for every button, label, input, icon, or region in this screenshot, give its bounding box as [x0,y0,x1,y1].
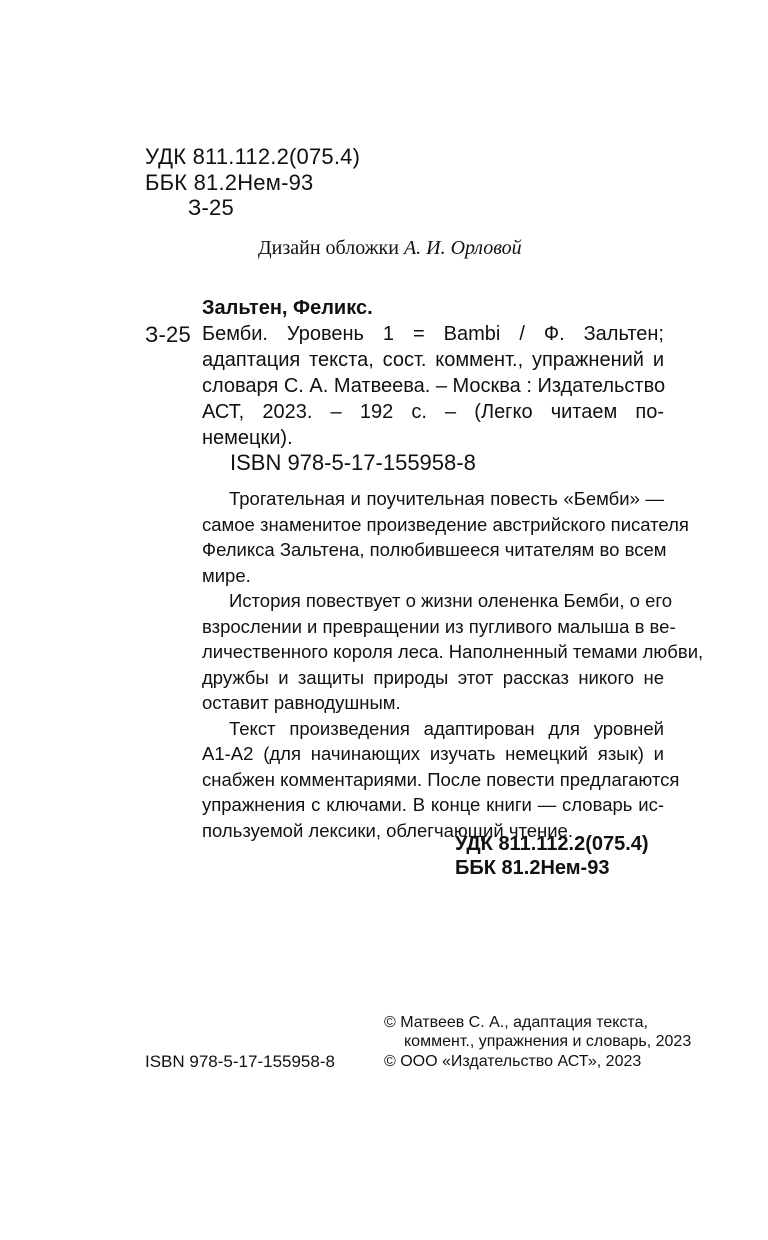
annotation-line: Текст произведения адаптирован для уровней [229,717,664,739]
annotation-line: История повествует о жизни олененка Бемби, о его [229,590,672,611]
cover-design-prefix: Дизайн обложки [258,237,399,259]
annotation-line: снабжен комментариями. После повести предлагаются [202,768,680,790]
biblio-line: немецки). [202,427,293,449]
bbk-code-top: ББК 81.2Нем-93 [145,170,314,195]
udk-code-top: УДК 811.112.2(075.4) [145,144,361,169]
biblio-line: словаря С. А. Матвеева. – Москва : Издательство [202,375,666,397]
copyright-adapter-line2: коммент., упражнения и словарь, 2023 [404,1033,692,1050]
isbn-footer: ISBN 978-5-17-155958-8 [145,1052,335,1071]
udk-code-bottom: УДК 811.112.2(075.4) [455,833,649,855]
biblio-line: Бемби. Уровень 1 = Bambi / Ф. Зальтен; [202,323,664,345]
author-heading: Зальтен, Феликс. [202,297,373,319]
biblio-line: АСТ, 2023. – 192 с. – (Легко читаем по- [202,401,664,423]
cover-design-credit [258,236,522,260]
annotation-line: Трогательная и поучительная повесть «Бемби» — [229,488,664,509]
annotation-line: мире. [202,564,251,586]
copyright-publisher: © ООО «Издательство АСТ», 2023 [384,1053,642,1070]
annotation-line: взрослении и превращении из пугливого малыша в ве- [202,615,676,637]
annotation-line: личественного короля леса. Наполненный темами любви, [202,641,704,662]
annotation-line: самое знаменитое произведение австрийского писателя [202,513,689,535]
bibliographic-description [202,321,664,451]
bbk-code-bottom: ББК 81.2Нем-93 [455,857,610,879]
author-mark-left: З-25 [145,322,191,347]
annotation-line: А1-А2 (для начинающих изучать немецкий язык) и [202,743,664,764]
annotation-line: дружбы и защиты природы этот рассказ никого не [202,666,664,688]
annotation-line: пользуемой лексики, облегчающий чтение. [202,819,573,841]
isbn-main: ISBN 978-5-17-155958-8 [230,450,476,475]
cover-designer-name: А. И. Орловой [403,237,522,259]
annotation [202,486,704,843]
biblio-line: адаптация текста, сост. коммент., упражнений и [202,349,664,371]
annotation-line: Феликса Зальтена, полюбившееся читателям во всем [202,539,667,560]
author-mark-top: З-25 [188,195,234,220]
annotation-line: оставит равнодушным. [202,692,401,713]
copyright-adapter-line1: © Матвеев С. А., адаптация текста, [384,1014,648,1031]
annotation-line: упражнения с ключами. В конце книги — словарь ис- [202,794,664,815]
